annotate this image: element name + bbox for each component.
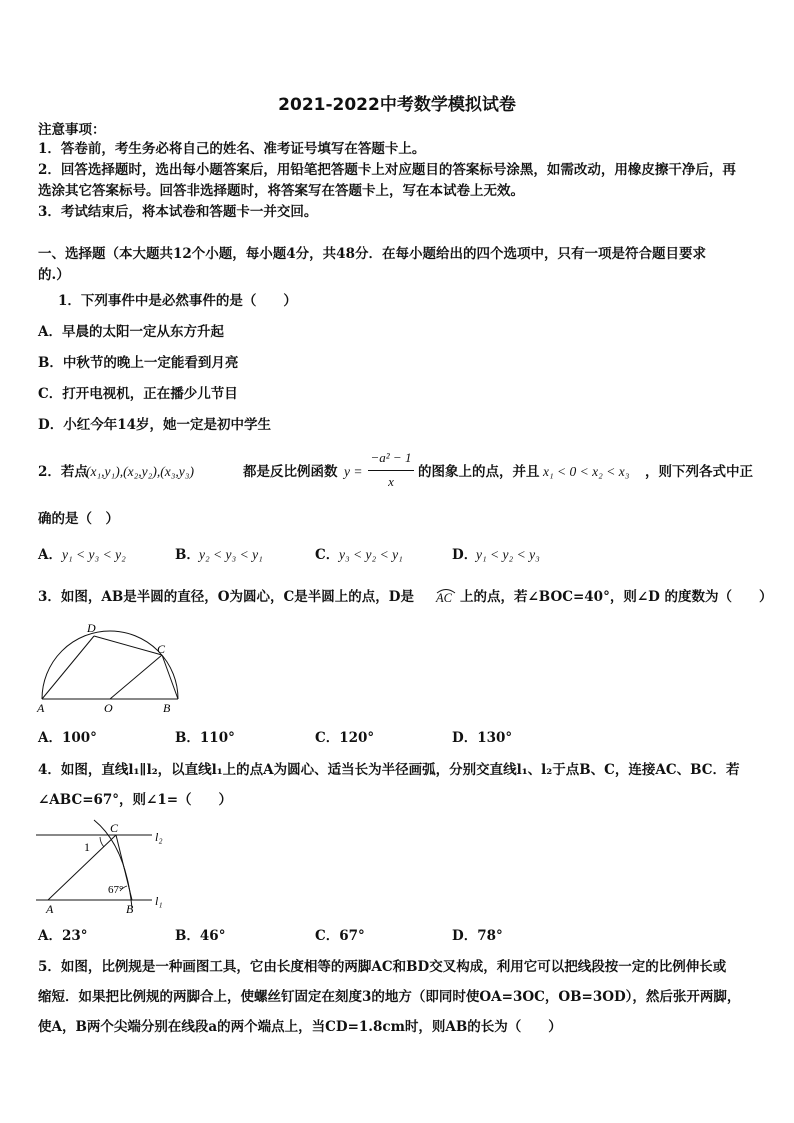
q3-option-c: C．120° (315, 730, 375, 746)
q3-stem-b: 上的点，若∠BOC=40°，则∠D 的度数为（ ） (460, 589, 773, 605)
q1-option-c: C．打开电视机，正在播少儿节目 (38, 386, 238, 402)
q5-stem-cont-2: 使A，B两个尖端分别在线段a的两个端点上，当CD=1.8cm时，则AB的长为（ ） (38, 1019, 562, 1035)
q3-option-d: D．130° (452, 730, 513, 746)
section-heading: 一、选择题（本大题共12个小题，每小题4分，共48分．在每小题给出的四个选项中，只有一项是符合题目要求 (38, 246, 706, 262)
q3-label-b: B (163, 701, 171, 714)
q2-stem-cont: 确的是（ ） (38, 511, 119, 527)
notice-item-2-cont: 选涂其它答案标号。回答非选择题时，将答案写在答题卡上，写在本试卷上无效。 (38, 183, 524, 199)
q2-option-d-label: D． (452, 547, 478, 563)
q2-mid2: 的图象上的点，并且 (418, 464, 540, 480)
q4-label-angle1: 1 (84, 840, 90, 854)
q3-figure (34, 620, 180, 714)
notice-item-1: 1．答卷前，考生务必将自己的姓名、准考证号填写在答题卡上。 (38, 141, 426, 157)
fraction-bar (368, 470, 414, 471)
radius-oc (110, 655, 162, 699)
q4-label-67: 67° (108, 884, 124, 896)
q3-arc-label: AC (436, 591, 452, 605)
q2-option-b-label: B． (175, 547, 200, 563)
q4-option-d: D．78° (452, 928, 503, 944)
q2-condition: x₁ < 0 < x₂ < x₃ (543, 464, 630, 479)
q2-option-a-expr: y₁ < y₃ < y₂ (62, 547, 126, 562)
q4-label-l2: l₂ (155, 830, 163, 844)
q3-stem-a: 3．如图，AB是半圆的直径，O为圆心，C是半圆上的点，D是 (38, 589, 414, 605)
q5-stem-cont-1: 缩短．如果把比例规的两脚合上，使螺丝钉固定在刻度3的地方（即同时使OA=3OC，OB=3OD），然后张开两脚， (38, 989, 741, 1005)
q3-option-b: B．110° (175, 730, 235, 746)
q4-label-b: B (126, 902, 134, 916)
q2-suffix: ，则下列各式中正 (645, 464, 753, 480)
q2-option-d-expr: y₁ < y₂ < y₃ (476, 547, 540, 562)
q2-func-lhs: y = (344, 464, 363, 479)
q1-option-b: B．中秋节的晚上一定能看到月亮 (38, 355, 239, 371)
q2-option-c-label: C． (315, 547, 340, 563)
section-heading-cont: 的.） (38, 267, 70, 283)
q2-prefix: 2．若点 (38, 464, 88, 480)
q2-func-denominator: x (388, 474, 394, 489)
q3-label-c: C (157, 642, 166, 656)
page-title: 2021-2022中考数学模拟试卷 (278, 95, 516, 115)
q4-label-a: A (46, 902, 54, 916)
q4-stem: 4．如图，直线l₁∥l₂，以直线l₁上的点A为圆心、适当长为半径画弧，分别交直线l₁、l₂于点B、C，连接AC、BC．若 (38, 762, 740, 778)
q3-label-a: A (37, 701, 45, 714)
q3-option-a: A．100° (38, 730, 97, 746)
segment-ac (48, 835, 116, 900)
q3-arc-notation (434, 586, 458, 608)
q2-option-b-expr: y₂ < y₃ < y₁ (199, 547, 263, 562)
q4-option-a: A．23° (38, 928, 88, 944)
chord-cb (162, 655, 178, 699)
notice-item-3: 3．考试结束后，将本试卷和答题卡一并交回。 (38, 204, 318, 220)
q1-stem: 1．下列事件中是必然事件的是（ ） (58, 293, 297, 309)
q2-mid: 都是反比例函数 (243, 464, 338, 480)
q4-stem-cont: ∠ABC=67°，则∠1=（ ） (38, 792, 233, 808)
q4-label-l1: l₁ (155, 894, 163, 908)
q4-label-c: C (110, 821, 119, 835)
q1-option-a: A．早晨的太阳一定从东方升起 (38, 324, 224, 340)
q2-func-numerator: −a² − 1 (370, 450, 412, 465)
q5-stem: 5．如图，比例规是一种画图工具，它由长度相等的两脚AC和BD交叉构成，利用它可以把线段按一定的比例伸长或 (38, 959, 727, 975)
q3-label-d: D (87, 621, 96, 635)
q4-option-b: B．46° (175, 928, 226, 944)
q2-option-a-label: A． (38, 547, 62, 563)
notice-item-2: 2．回答选择题时，选出每小题答案后，用铅笔把答题卡上对应题目的答案标号涂黑，如需改动，用橡皮擦干净后，再 (38, 162, 736, 178)
q4-option-c: C．67° (315, 928, 365, 944)
q1-option-d: D．小红今年14岁，她一定是初中学生 (38, 417, 271, 433)
q2-option-c-expr: y₃ < y₂ < y₁ (339, 547, 403, 562)
q2-points: (x₁,y₁),(x₂,y₂),(x₃,y₃) (86, 464, 194, 479)
notice-heading: 注意事项： (38, 122, 106, 138)
q3-label-o: O (104, 701, 113, 714)
q4-figure (34, 818, 174, 916)
